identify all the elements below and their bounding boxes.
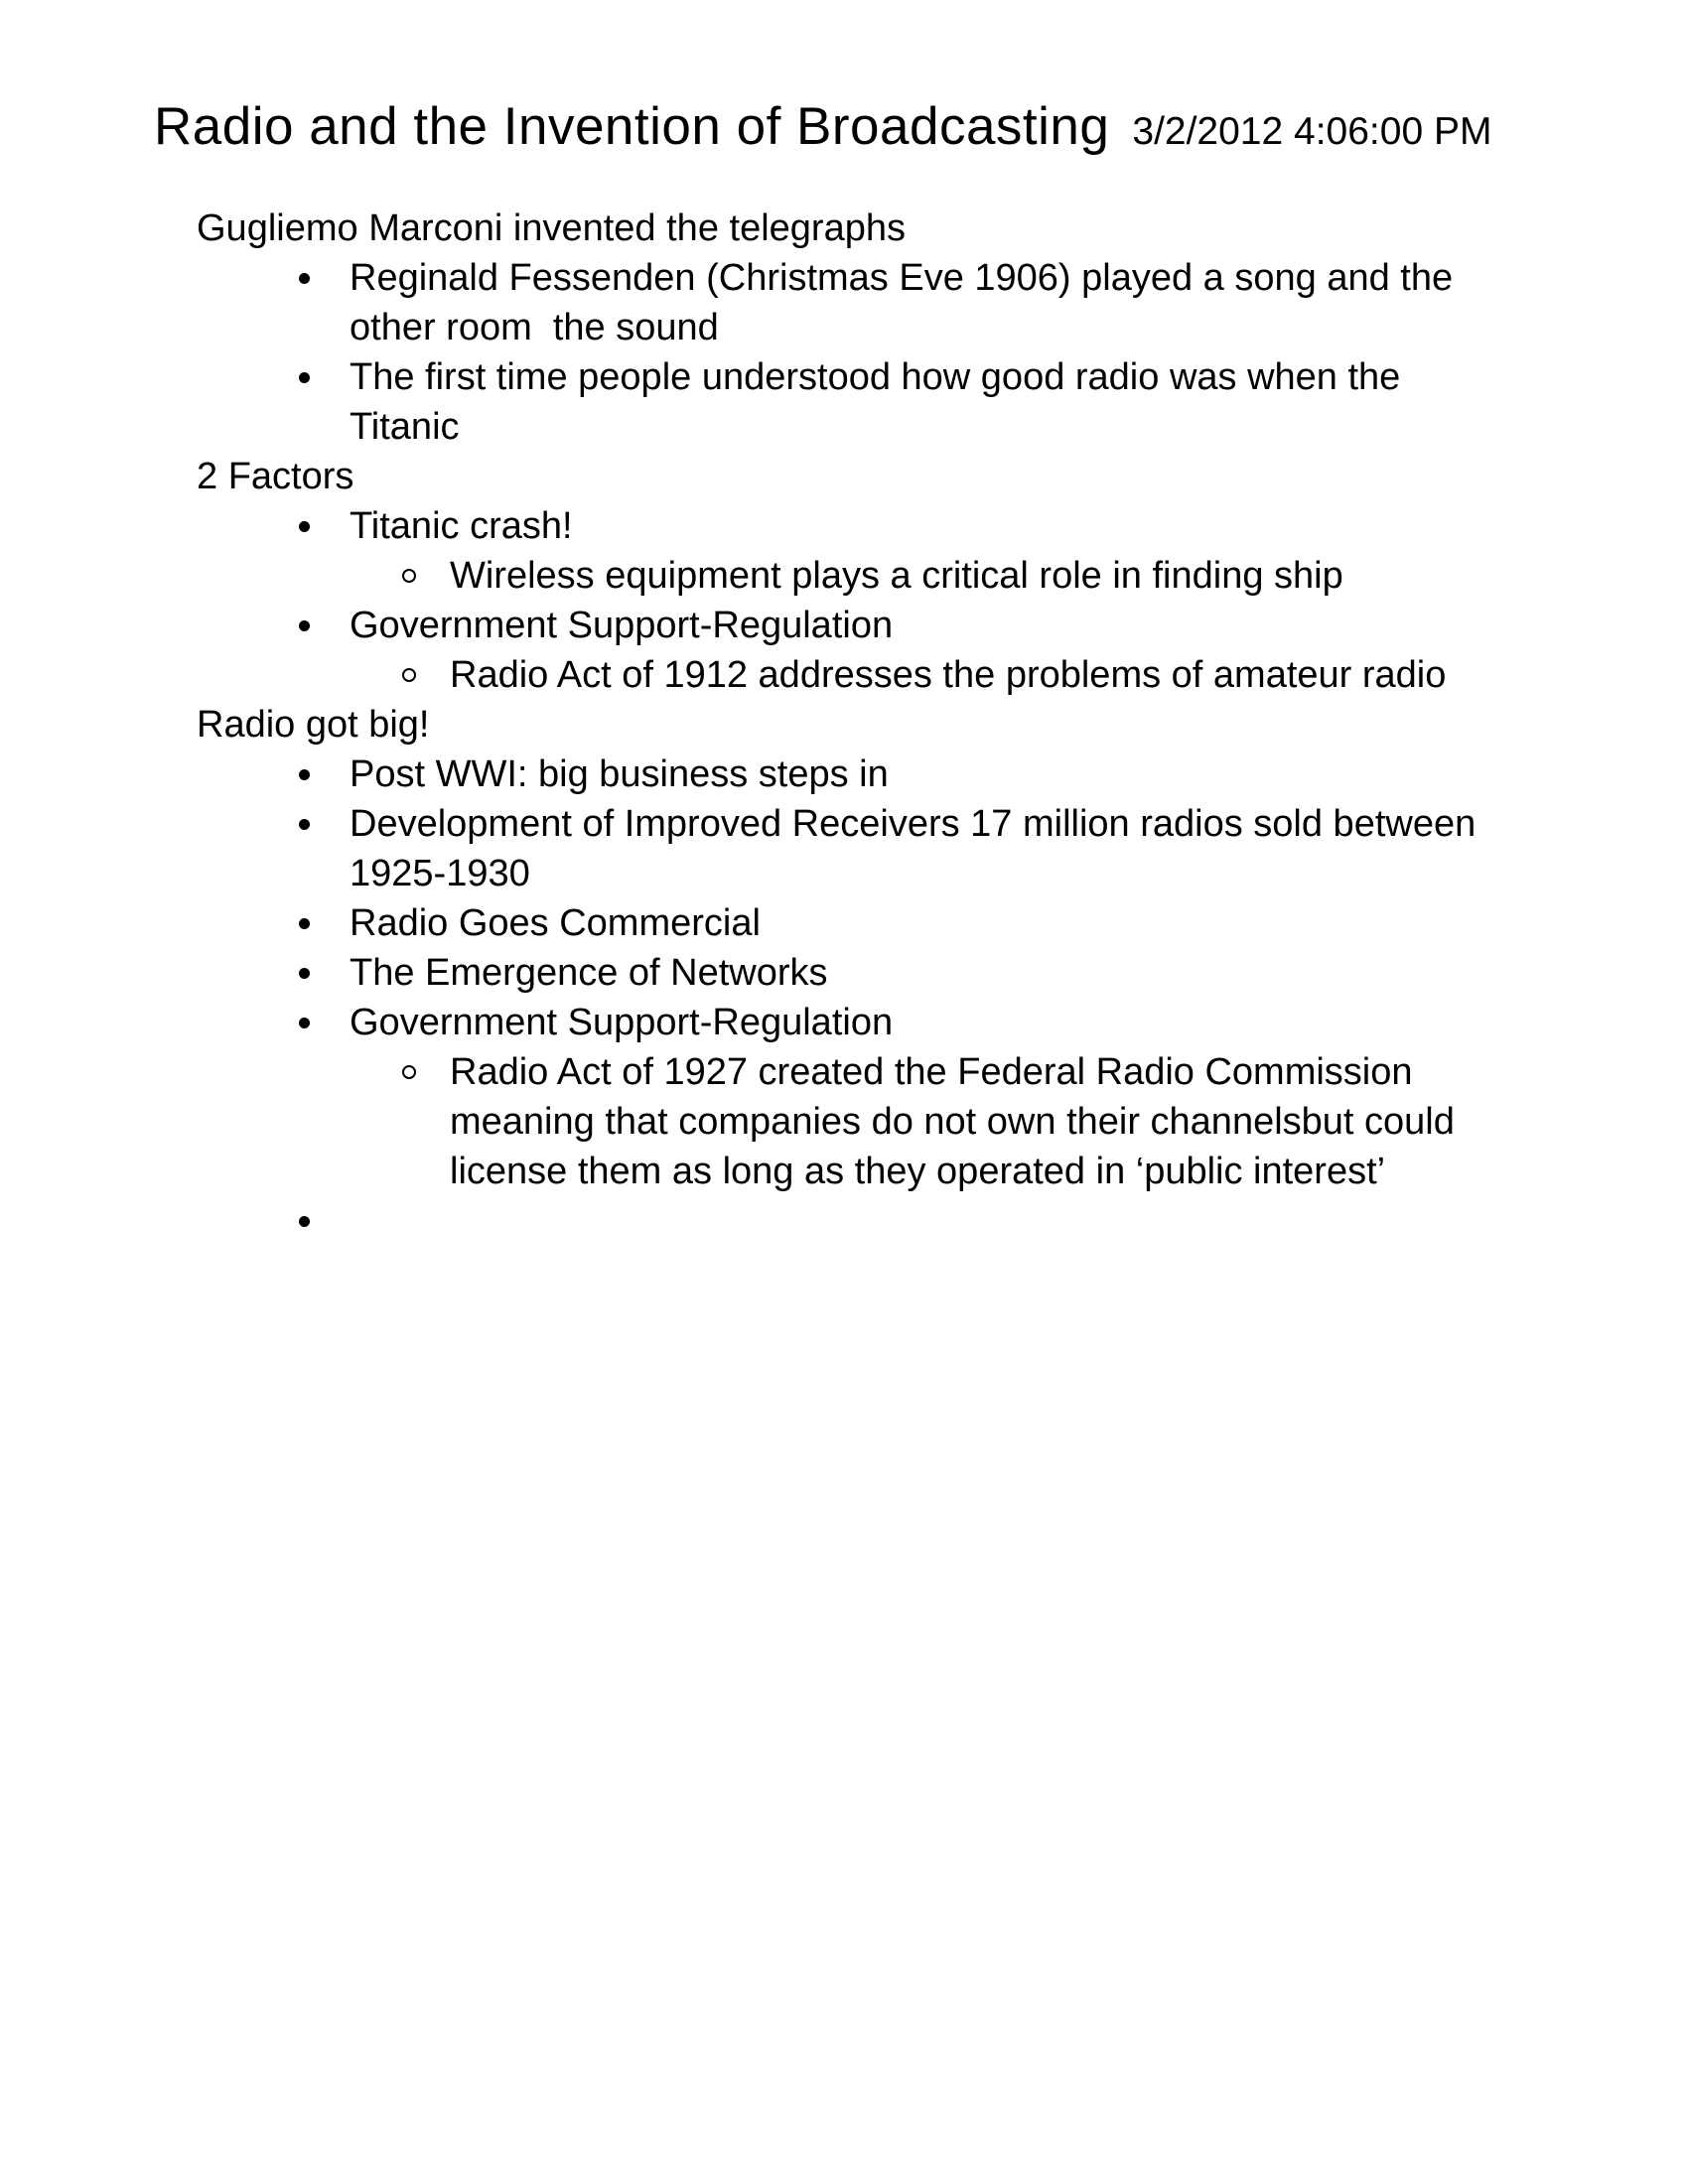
- note-line: [197, 204, 1607, 253]
- note-line: [197, 253, 1607, 303]
- bullet-disc-icon: [299, 273, 310, 284]
- note-line-text: meaning that companies do not own their channelsbut could: [450, 1101, 1455, 1143]
- note-line-text: Development of Improved Receivers 17 million radios sold between: [350, 803, 1477, 845]
- note-line-text: other room the sound: [350, 307, 719, 348]
- note-line-text: The Emergence of Networks: [350, 952, 828, 994]
- note-line-text: Government Support-Regulation: [350, 1002, 894, 1043]
- bullet-circle-icon: [402, 1065, 416, 1079]
- note-line-text: Radio Act of 1927 created the Federal Radio Commission: [450, 1051, 1413, 1093]
- note-line-text: Radio Goes Commercial: [350, 902, 761, 944]
- bullet-disc-icon: [299, 819, 310, 830]
- note-line-text: Titanic crash!: [350, 505, 573, 547]
- note-line-text: Reginald Fessenden (Christmas Eve 1906) played a song and the: [350, 257, 1454, 299]
- note-line: [197, 799, 1607, 849]
- note-line: [197, 303, 1607, 352]
- note-line-text: 2 Factors: [197, 456, 354, 497]
- note-line: [197, 402, 1607, 452]
- bullet-disc-icon: [299, 620, 310, 631]
- bullet-circle-icon: [402, 668, 416, 682]
- note-line: [197, 750, 1607, 799]
- note-line: [197, 700, 1607, 750]
- note-line: [197, 948, 1607, 998]
- note-line: [197, 1047, 1607, 1097]
- bullet-disc-icon: [299, 372, 310, 383]
- note-line: [197, 601, 1607, 650]
- note-line: [197, 849, 1607, 898]
- bullet-disc-icon: [299, 1018, 310, 1028]
- note-line-text: Radio got big!: [197, 704, 430, 746]
- note-line: [197, 1196, 1607, 1246]
- bullet-disc-icon: [299, 769, 310, 780]
- note-line-text: Gugliemo Marconi invented the telegraphs: [197, 207, 906, 249]
- note-line-text: Wireless equipment plays a critical role in finding ship: [450, 555, 1343, 597]
- note-line: [197, 650, 1607, 700]
- note-line: [197, 352, 1607, 402]
- note-line-text: license them as long as they operated in ‘public interest’: [450, 1151, 1386, 1192]
- note-line-text: Government Support-Regulation: [350, 605, 894, 646]
- note-line: [197, 998, 1607, 1047]
- note-line-text: Titanic: [350, 406, 460, 448]
- note-line: [197, 1097, 1607, 1147]
- bullet-disc-icon: [299, 918, 310, 929]
- notes-list: [197, 204, 1607, 1246]
- bullet-disc-icon: [299, 521, 310, 532]
- note-line: [197, 1147, 1607, 1196]
- note-line-text: Post WWI: big business steps in: [350, 753, 889, 795]
- note-line: [197, 501, 1607, 551]
- note-line: [197, 551, 1607, 601]
- bullet-disc-icon: [299, 968, 310, 979]
- note-line-text: 1925-1930: [350, 853, 530, 894]
- bullet-circle-icon: [402, 569, 416, 583]
- document-header: [154, 97, 1492, 156]
- note-line: [197, 898, 1607, 948]
- note-line-text: The first time people understood how good radio was when the: [350, 356, 1401, 398]
- page-title: Radio and the Invention of Broadcasting: [154, 97, 1110, 156]
- page-timestamp: 3/2/2012 4:06:00 PM: [1132, 110, 1492, 153]
- note-line: [197, 452, 1607, 501]
- bullet-disc-icon: [299, 1216, 310, 1227]
- note-line-text: Radio Act of 1912 addresses the problems of amateur radio: [450, 654, 1447, 696]
